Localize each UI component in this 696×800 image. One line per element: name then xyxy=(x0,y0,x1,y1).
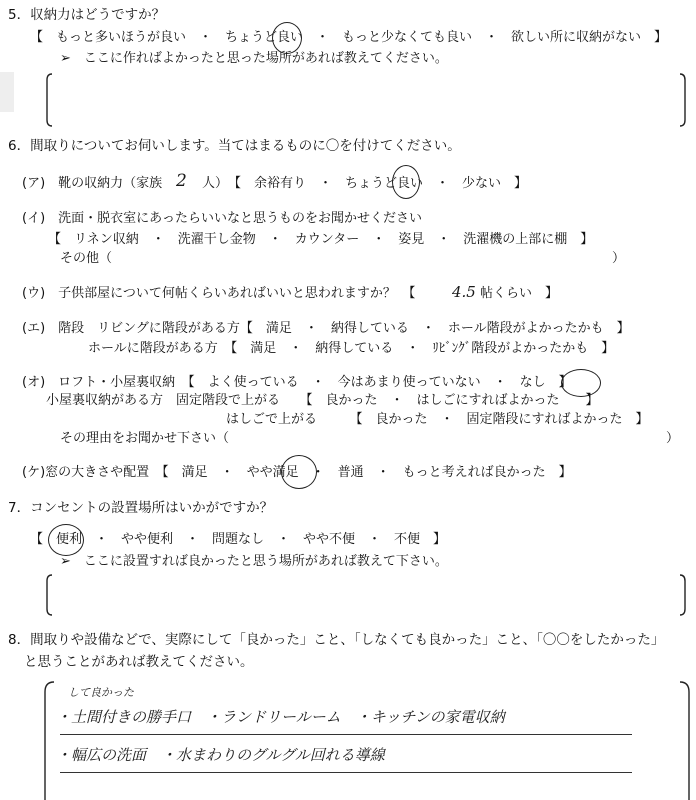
q6-e-line2: ホールに階段がある方 【 満足 ・ 納得している ・ ﾘﾋﾞﾝｸﾞ階段がよかったかも 】 xyxy=(88,341,615,356)
q6-o-reason-close: ） xyxy=(666,431,680,446)
q5-answer-box xyxy=(46,72,686,128)
q5-options: 【 もっと多いほうが良い ・ ちょうど良い ・ もっと少なくても良い ・ 欲しい所に収納がない 】 xyxy=(30,30,668,45)
q6-o-reason: その理由をお聞かせ下さい（ xyxy=(60,431,230,446)
q6-ke-line: (ケ)窓の大きさや配置 【 満足 ・ やや満足 ・ 普通 ・ もっと考えれば良かった 】 xyxy=(22,465,572,480)
q6-a-options: 人） 【 余裕有り ・ ちょうど良い ・ 少ない 】 xyxy=(202,176,528,191)
q8-writing-rule-1 xyxy=(60,734,632,735)
q6-title: 6．間取りについてお伺いします。当てはまるものに〇を付けてください。 xyxy=(8,138,461,154)
q8-handwritten-line2: ・幅広の洗面 ・水まわりのグルグル回れる導線 xyxy=(56,746,385,764)
q6-i-other-close: ） xyxy=(612,251,626,266)
q8-title-line1: 8．間取りや設備などで、実際にして「良かった」こと、「しなくても良かった」こと、「〇〇をしたかった」 xyxy=(8,632,665,648)
q6-i-label: (イ) 洗面・脱衣室にあったらいいなと思うものをお聞かせください xyxy=(22,211,423,226)
q5-title: 5．収納力はどうですか？ xyxy=(8,7,166,23)
q8-answer-box xyxy=(44,680,690,800)
q6-o-line1: (オ) ロフト・小屋裏収納 【 よく使っている ・ 今はあまり使っていない ・ なし 】 xyxy=(22,375,572,390)
q6-u-answer: 4.5 xyxy=(452,283,476,301)
q5-followup: ➢ ここに作ればよかったと思った場所があれば教えてください。 xyxy=(60,51,448,66)
q8-handwritten-header: して良かった xyxy=(68,686,134,699)
q6-u-tail: 帖くらい 】 xyxy=(480,286,559,301)
q6-i-other: その他（ xyxy=(60,251,113,266)
q7-answer-box xyxy=(46,573,686,617)
q6-a-label: (ア) 靴の収納力（家族 xyxy=(22,176,163,191)
q6-a-family-count: 2 xyxy=(176,171,187,191)
q6-u-question: (ウ) 子供部屋について何帖くらいあればいいと思われますか？ 【 xyxy=(22,286,416,301)
q7-title: 7．コンセントの設置場所はいかがですか？ xyxy=(8,500,274,516)
q6-o-line3: はしごで上がる 【 良かった ・ 固定階段にすればよかった 】 xyxy=(226,412,649,427)
q8-title-line2: と思うことがあれば教えてください。 xyxy=(24,654,254,670)
q6-e-line1: (エ) 階段 リビングに階段がある方【 満足 ・ 納得している ・ ホール階段がよかったかも 】 xyxy=(22,321,630,336)
q6-i-options: 【 リネン収納 ・ 洗濯干し金物 ・ カウンター ・ 姿見 ・ 洗濯機の上部に棚 】 xyxy=(48,232,594,247)
q6-o-line2: 小屋裏収納がある方 固定階段で上がる 【 良かった ・ はしごにすればよかった 】 xyxy=(46,393,599,408)
q8-handwritten-line1: ・土間付きの勝手口 ・ランドリールーム ・キッチンの家電収納 xyxy=(56,708,505,726)
q7-followup: ➢ ここに設置すれば良かったと思う場所があれば教えて下さい。 xyxy=(60,554,448,569)
q8-writing-rule-2 xyxy=(60,772,632,773)
bleed-mark-left xyxy=(0,72,14,112)
q7-options: 【 便利 ・ やや便利 ・ 問題なし ・ やや不便 ・ 不便 】 xyxy=(30,532,447,547)
